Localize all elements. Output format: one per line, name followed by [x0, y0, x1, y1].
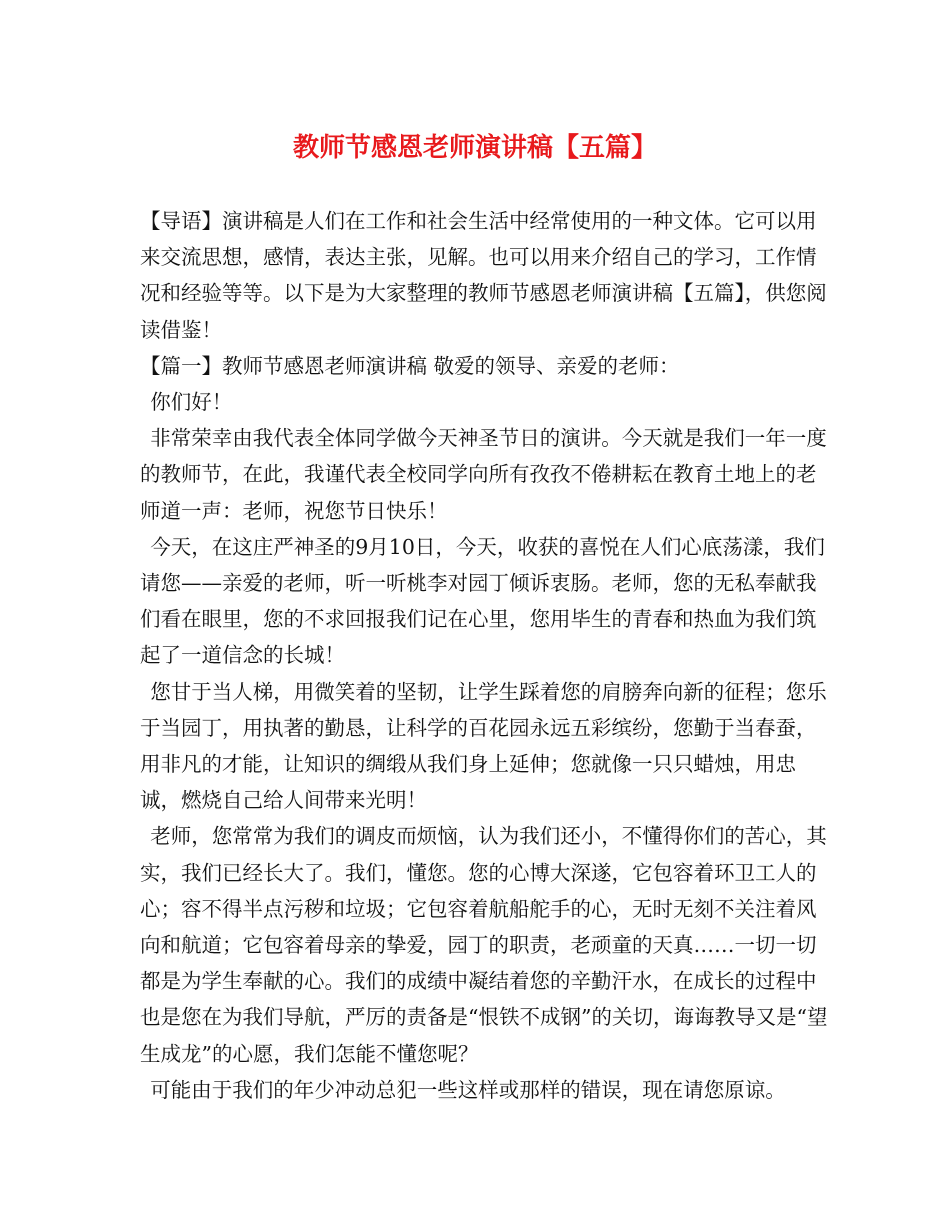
document-body	[140, 203, 830, 1108]
body-paragraph: 可能由于我们的年少冲动总犯一些这样或那样的错误，现在请您原谅。	[150, 1077, 786, 1102]
body-paragraph: 非常荣幸由我代表全体同学做今天神圣节日的演讲。今天就是我们一年一度的教师节，在此，我谨代表全校同学向所有孜孜不倦耕耘在教育土地上的老师道一声：老师，祝您节日快乐！	[140, 426, 827, 523]
body-paragraph: 老师，您常常为我们的调皮而烦恼，认为我们还小，不懂得你们的苦心，其实，我们已经长大了。我们，懂您。您的心博大深遂，它包容着环卫工人的心；容不得半点污秽和垃圾；它包容着航船舵手的心，无时无刻不关注着风向和航道；它包容着母亲的挚爱，园丁的职责，老顽童的天真……一切一切都是为学生奉献的心。我们的成绩中凝结着您的辛勤汗水，在成长的过程中也是您在为我们导航，严厉的责备是“恨铁不成钢”的关切，诲诲教导又是“望生成龙”的心愿，我们怎能不懂您呢？	[140, 824, 828, 1066]
body-paragraph: 您甘于当人梯，用微笑着的坚韧，让学生踩着您的肩膀奔向新的征程；您乐于当园丁，用执著的勤恳，让科学的百花园永远五彩缤纷，您勤于当春蚕，用非凡的才能，让知识的绸缎从我们身上延伸；您就像一只只蜡烛，用忠诚，燃烧自己给人间带来光明！	[140, 679, 827, 813]
body-paragraph: 今天，在这庄严神圣的9月10日，今天，收获的喜悦在人们心底荡漾，我们请您——亲爱的老师，听一听桃李对园丁倾诉衷肠。老师，您的无私奉献我们看在眼里，您的不求回报我们记在心里，您用毕生的青春和热血为我们筑起了一道信念的长城！	[140, 534, 825, 668]
document-title: 教师节感恩老师演讲稿【五篇】	[292, 133, 657, 163]
greeting-paragraph: 你们好！	[150, 390, 233, 415]
section-heading: 【篇一】教师节感恩老师演讲稿 敬爱的领导、亲爱的老师：	[140, 353, 680, 378]
intro-paragraph: 【导语】演讲稿是人们在工作和社会生活中经常使用的一种文体。它可以用来交流思想，感情，表达主张，见解。也可以用来介绍自己的学习，工作情况和经验等等。以下是为大家整理的教师节感恩老师演讲稿【五篇】，供您阅读借鉴！	[140, 209, 827, 342]
